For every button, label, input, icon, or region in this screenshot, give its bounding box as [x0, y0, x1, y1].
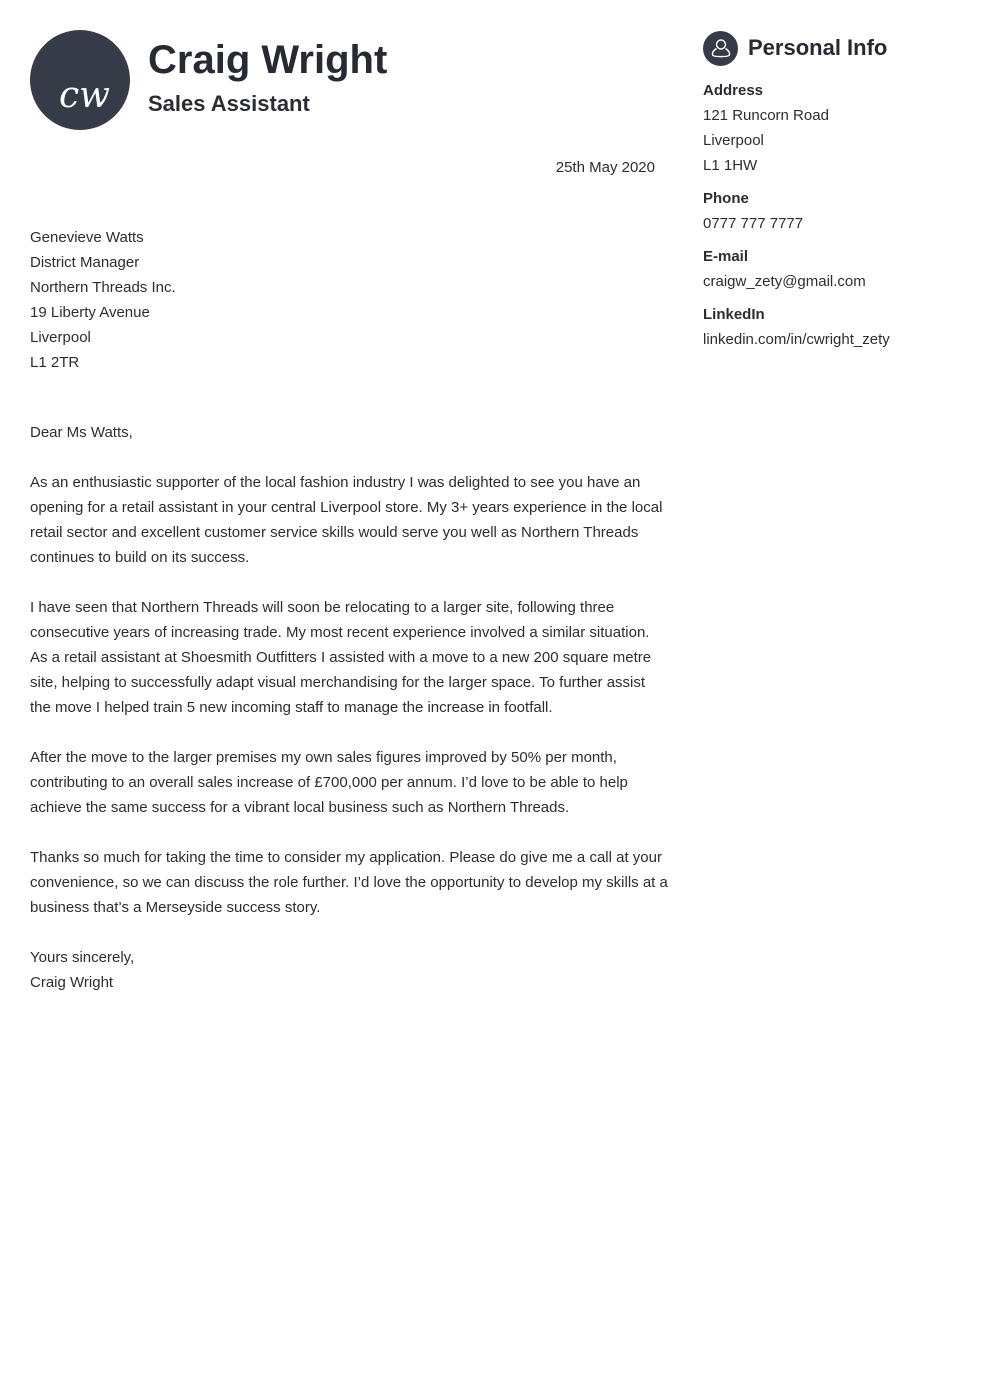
email-label: E-mail: [703, 248, 749, 265]
person-icon: [703, 31, 738, 66]
letter-signature: Craig Wright: [30, 974, 114, 991]
letter-paragraph: After the move to the larger premises my own sales figures improved by 50% per month, contributing to an overall sales increase of £700,000 per annum. I’d love to be able to help achieve the same success for a vibrant local business such as Northern Threads.: [30, 749, 628, 816]
recipient-street: 19 Liberty Avenue: [30, 304, 150, 321]
recipient-city: Liverpool: [30, 329, 91, 346]
recipient-postcode: L1 2TR: [30, 354, 80, 371]
letter-paragraph: Thanks so much for taking the time to consider my application. Please do give me a call at your convenience, so we can discuss the role further. I’d love the opportunity to develop my skills at a business that’s a Merseyside success story.: [30, 849, 668, 916]
letter-paragraph: As an enthusiastic supporter of the local fashion industry I was delighted to see you have an opening for a retail assistant in your central Liverpool store. My 3+ years experience in the local retail sector and excellent customer service skills would serve you well as Northern Threads continues to build on its success.: [30, 474, 663, 566]
personal-info-header: [703, 30, 973, 66]
address-label: Address: [703, 82, 764, 99]
address-group: [703, 78, 973, 178]
phone-group: [703, 186, 973, 236]
linkedin-label: LinkedIn: [703, 306, 765, 323]
candidate-job-title: Sales Assistant: [148, 91, 310, 116]
email-group: [703, 244, 973, 294]
letter-closing: Yours sincerely,: [30, 949, 135, 966]
phone-value: 0777 777 7777: [703, 215, 804, 232]
personal-info-sidebar: [703, 30, 973, 360]
initials-avatar: [30, 30, 130, 130]
letter-greeting: Dear Ms Watts,: [30, 424, 133, 441]
personal-info-title: Personal Info: [748, 35, 888, 60]
address-line: L1 1HW: [703, 157, 758, 174]
letter-body: [30, 420, 670, 995]
candidate-name: Craig Wright: [148, 38, 388, 82]
letter-paragraph: I have seen that Northern Threads will soon be relocating to a larger site, following three consecutive years of increasing trade. My most recent experience involved a similar situation. As a retail assistant at Shoesmith Outfitters I assisted with a move to a new 200 square metre site, helping to successfully adapt visual merchandising for the larger space. To further assist the move I helped train 5 new incoming staff to manage the increase in footfall.: [30, 599, 652, 716]
recipient-name: Genevieve Watts: [30, 229, 144, 246]
linkedin-value: linkedin.com/in/cwright_zety: [703, 331, 890, 348]
letter-date: 25th May 2020: [555, 159, 655, 176]
avatar-initials: cw: [59, 75, 110, 116]
recipient-position: District Manager: [30, 254, 140, 271]
linkedin-group: [703, 302, 973, 352]
address-line: Liverpool: [703, 132, 764, 149]
email-value: craigw_zety@gmail.com: [703, 273, 866, 290]
recipient-block: [30, 225, 430, 375]
address-line: 121 Runcorn Road: [703, 107, 829, 124]
recipient-company: Northern Threads Inc.: [30, 279, 176, 296]
phone-label: Phone: [703, 190, 749, 207]
